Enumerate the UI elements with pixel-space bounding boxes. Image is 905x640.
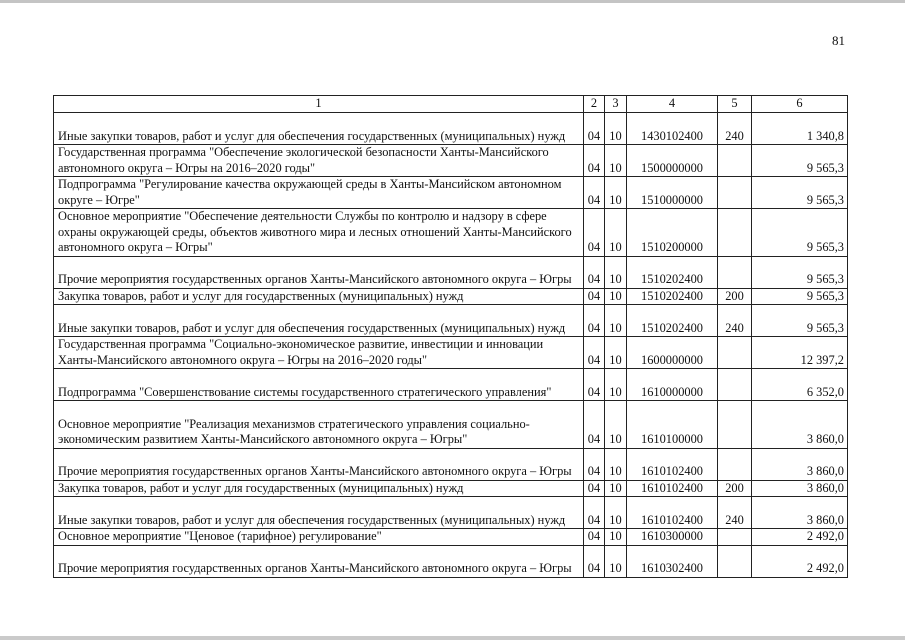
row-expense-type-cell [718, 256, 752, 288]
row-name-cell: Основное мероприятие "Ценовое (тарифное) регулирование" [54, 529, 584, 546]
scan-top-edge [0, 0, 905, 3]
row-target-code-cell: 1510202400 [627, 256, 718, 288]
row-name-cell: Государственная программа "Социально-экономическое развитие, инвестиции и инновации Ханты-Мансийского автономного округа – Югры на 2016–2020 годы" [54, 337, 584, 369]
row-target-code-cell: 1510000000 [627, 177, 718, 209]
row-subsection-cell: 10 [605, 256, 627, 288]
row-section-cell: 04 [584, 209, 605, 257]
table-row [54, 145, 848, 177]
header-cell: 1 [54, 96, 584, 113]
row-subsection-cell: 10 [605, 401, 627, 449]
table-row [54, 369, 848, 401]
row-target-code-cell: 1610102400 [627, 480, 718, 497]
row-name-cell: Государственная программа "Обеспечение экологической безопасности Ханты-Мансийского автономного округа – Югры на 2016–2020 годы" [54, 145, 584, 177]
row-target-code-cell: 1610102400 [627, 448, 718, 480]
row-target-code-cell: 1610100000 [627, 401, 718, 449]
row-amount-cell: 9 565,3 [752, 256, 848, 288]
row-name-cell: Закупка товаров, работ и услуг для государственных (муниципальных) нужд [54, 288, 584, 305]
row-subsection-cell: 10 [605, 113, 627, 145]
row-subsection-cell: 10 [605, 209, 627, 257]
row-subsection-cell: 10 [605, 448, 627, 480]
row-amount-cell: 9 565,3 [752, 177, 848, 209]
table-header-row [54, 96, 848, 113]
table-row [54, 480, 848, 497]
row-target-code-cell: 1510200000 [627, 209, 718, 257]
row-target-code-cell: 1600000000 [627, 337, 718, 369]
row-expense-type-cell [718, 529, 752, 546]
row-subsection-cell: 10 [605, 305, 627, 337]
row-target-code-cell: 1610302400 [627, 545, 718, 577]
row-section-cell: 04 [584, 145, 605, 177]
header-cell: 3 [605, 96, 627, 113]
row-subsection-cell: 10 [605, 288, 627, 305]
row-amount-cell: 9 565,3 [752, 145, 848, 177]
row-subsection-cell: 10 [605, 497, 627, 529]
row-target-code-cell: 1610300000 [627, 529, 718, 546]
row-amount-cell: 1 340,8 [752, 113, 848, 145]
row-name-cell: Прочие мероприятия государственных органов Ханты-Мансийского автономного округа – Югры [54, 448, 584, 480]
table-row [54, 497, 848, 529]
row-amount-cell: 3 860,0 [752, 448, 848, 480]
row-name-cell: Иные закупки товаров, работ и услуг для обеспечения государственных (муниципальных) нужд [54, 113, 584, 145]
header-cell: 6 [752, 96, 848, 113]
row-subsection-cell: 10 [605, 337, 627, 369]
row-section-cell: 04 [584, 305, 605, 337]
table-row [54, 448, 848, 480]
row-subsection-cell: 10 [605, 145, 627, 177]
row-expense-type-cell [718, 369, 752, 401]
row-expense-type-cell [718, 401, 752, 449]
row-target-code-cell: 1510202400 [627, 305, 718, 337]
row-expense-type-cell [718, 177, 752, 209]
row-expense-type-cell: 240 [718, 497, 752, 529]
row-name-cell: Прочие мероприятия государственных органов Ханты-Мансийского автономного округа – Югры [54, 545, 584, 577]
row-section-cell: 04 [584, 497, 605, 529]
row-expense-type-cell: 240 [718, 305, 752, 337]
header-cell: 2 [584, 96, 605, 113]
table-row [54, 337, 848, 369]
row-name-cell: Закупка товаров, работ и услуг для государственных (муниципальных) нужд [54, 480, 584, 497]
row-name-cell: Основное мероприятие "Реализация механизмов стратегического управления социально-экономическим развитием Ханты-Мансийского автономного округа – Югры" [54, 401, 584, 449]
row-expense-type-cell [718, 337, 752, 369]
row-name-cell: Иные закупки товаров, работ и услуг для обеспечения государственных (муниципальных) нужд [54, 497, 584, 529]
row-expense-type-cell: 200 [718, 288, 752, 305]
table-row [54, 288, 848, 305]
table-row [54, 256, 848, 288]
row-name-cell: Иные закупки товаров, работ и услуг для обеспечения государственных (муниципальных) нужд [54, 305, 584, 337]
row-section-cell: 04 [584, 256, 605, 288]
row-section-cell: 04 [584, 177, 605, 209]
row-subsection-cell: 10 [605, 177, 627, 209]
row-target-code-cell: 1610000000 [627, 369, 718, 401]
row-target-code-cell: 1500000000 [627, 145, 718, 177]
row-expense-type-cell [718, 145, 752, 177]
row-target-code-cell: 1430102400 [627, 113, 718, 145]
row-expense-type-cell [718, 209, 752, 257]
table-row [54, 529, 848, 546]
table-row [54, 209, 848, 257]
row-expense-type-cell [718, 448, 752, 480]
row-name-cell: Подпрограмма "Совершенствование системы государственного стратегического управления" [54, 369, 584, 401]
row-expense-type-cell: 240 [718, 113, 752, 145]
row-section-cell: 04 [584, 401, 605, 449]
row-amount-cell: 9 565,3 [752, 288, 848, 305]
table-row [54, 305, 848, 337]
table-row [54, 177, 848, 209]
row-amount-cell: 6 352,0 [752, 369, 848, 401]
row-amount-cell: 2 492,0 [752, 529, 848, 546]
row-amount-cell: 9 565,3 [752, 209, 848, 257]
row-amount-cell: 3 860,0 [752, 401, 848, 449]
row-section-cell: 04 [584, 448, 605, 480]
page-number: 81 [832, 33, 845, 48]
row-subsection-cell: 10 [605, 529, 627, 546]
row-amount-cell: 2 492,0 [752, 545, 848, 577]
row-section-cell: 04 [584, 337, 605, 369]
row-subsection-cell: 10 [605, 545, 627, 577]
header-cell: 4 [627, 96, 718, 113]
table-row [54, 113, 848, 145]
row-amount-cell: 3 860,0 [752, 480, 848, 497]
row-section-cell: 04 [584, 288, 605, 305]
row-amount-cell: 9 565,3 [752, 305, 848, 337]
row-section-cell: 04 [584, 529, 605, 546]
row-amount-cell: 12 397,2 [752, 337, 848, 369]
row-name-cell: Основное мероприятие "Обеспечение деятельности Службы по контролю и надзору в сфере охраны окружающей среды, объектов животного мира и лесных отношений Ханты-Мансийского автономного округа – Югры" [54, 209, 584, 257]
row-name-cell: Подпрограмма "Регулирование качества окружающей среды в Ханты-Мансийском автономном округе – Югре" [54, 177, 584, 209]
row-expense-type-cell: 200 [718, 480, 752, 497]
row-section-cell: 04 [584, 369, 605, 401]
row-subsection-cell: 10 [605, 480, 627, 497]
row-amount-cell: 3 860,0 [752, 497, 848, 529]
budget-table [53, 95, 848, 578]
row-section-cell: 04 [584, 545, 605, 577]
table-row [54, 545, 848, 577]
row-target-code-cell: 1610102400 [627, 497, 718, 529]
row-section-cell: 04 [584, 113, 605, 145]
row-section-cell: 04 [584, 480, 605, 497]
table-row [54, 401, 848, 449]
row-name-cell: Прочие мероприятия государственных органов Ханты-Мансийского автономного округа – Югры [54, 256, 584, 288]
row-target-code-cell: 1510202400 [627, 288, 718, 305]
header-cell: 5 [718, 96, 752, 113]
scan-bottom-edge [0, 636, 905, 640]
row-expense-type-cell [718, 545, 752, 577]
row-subsection-cell: 10 [605, 369, 627, 401]
